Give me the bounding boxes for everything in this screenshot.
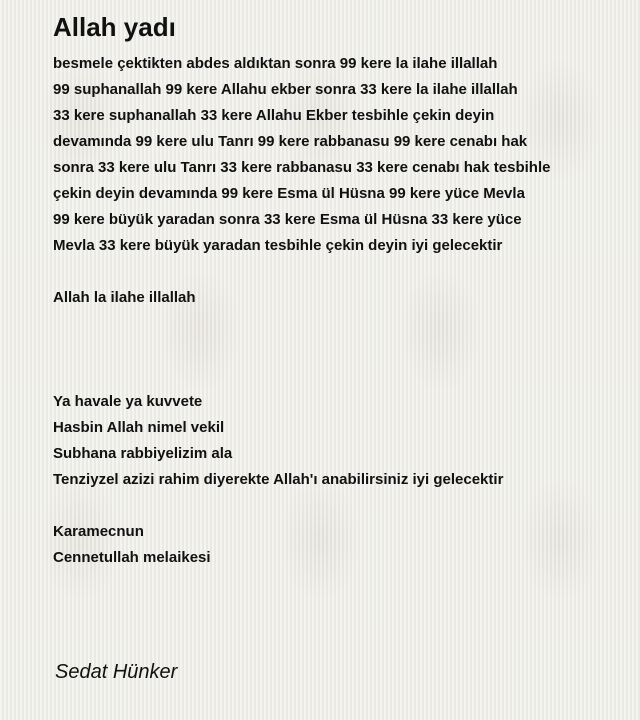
poem-line: 99 suphanallah 99 kere Allahu ekber sonra 33 kere la ilahe illallah bbox=[53, 81, 518, 98]
stanza-2 bbox=[53, 285, 628, 311]
stanza-gap bbox=[53, 493, 628, 519]
poem-line: 33 kere suphanallah 33 kere Allahu Ekber tesbihle çekin deyin bbox=[53, 107, 495, 124]
poem-line: 99 kere büyük yaradan sonra 33 kere Esma ül Hüsna 33 kere yüce bbox=[53, 211, 522, 228]
poem-line: Mevla 33 kere büyük yaradan tesbihle çekin deyin iyi gelecektir bbox=[53, 237, 503, 254]
stanza-gap bbox=[53, 311, 628, 389]
stanza-3 bbox=[53, 389, 628, 493]
poem-line: Subhana rabbiyelizim ala bbox=[53, 445, 233, 462]
poem-line: devamında 99 kere ulu Tanrı 99 kere rabbanasu 99 kere cenabı hak bbox=[53, 133, 528, 150]
poem-line: Ya havale ya kuvvete bbox=[53, 393, 203, 410]
stanza-gap bbox=[53, 259, 628, 285]
poem-line: sonra 33 kere ulu Tanrı 33 kere rabbanasu 33 kere cenabı hak tesbihle bbox=[53, 159, 551, 176]
poem-body bbox=[53, 51, 628, 571]
poem-line: Allah la ilahe illallah bbox=[53, 289, 196, 306]
poem-line: Hasbin Allah nimel vekil bbox=[53, 419, 225, 436]
author-signature: Sedat Hünker bbox=[55, 661, 178, 683]
poem-line: Tenziyzel azizi rahim diyerekte Allah'ı anabilirsiniz iyi gelecektir bbox=[53, 471, 504, 488]
stanza-1 bbox=[53, 51, 628, 259]
poem-line: çekin deyin devamında 99 kere Esma ül Hüsna 99 kere yüce Mevla bbox=[53, 185, 525, 202]
poem-line: Cennetullah melaikesi bbox=[53, 549, 211, 566]
stanza-4 bbox=[53, 519, 628, 571]
poem-line: Karamecnun bbox=[53, 523, 144, 540]
poem-title: Allah yadı bbox=[53, 12, 176, 42]
poem-line: besmele çektikten abdes aldıktan sonra 99 kere la ilahe illallah bbox=[53, 55, 498, 72]
